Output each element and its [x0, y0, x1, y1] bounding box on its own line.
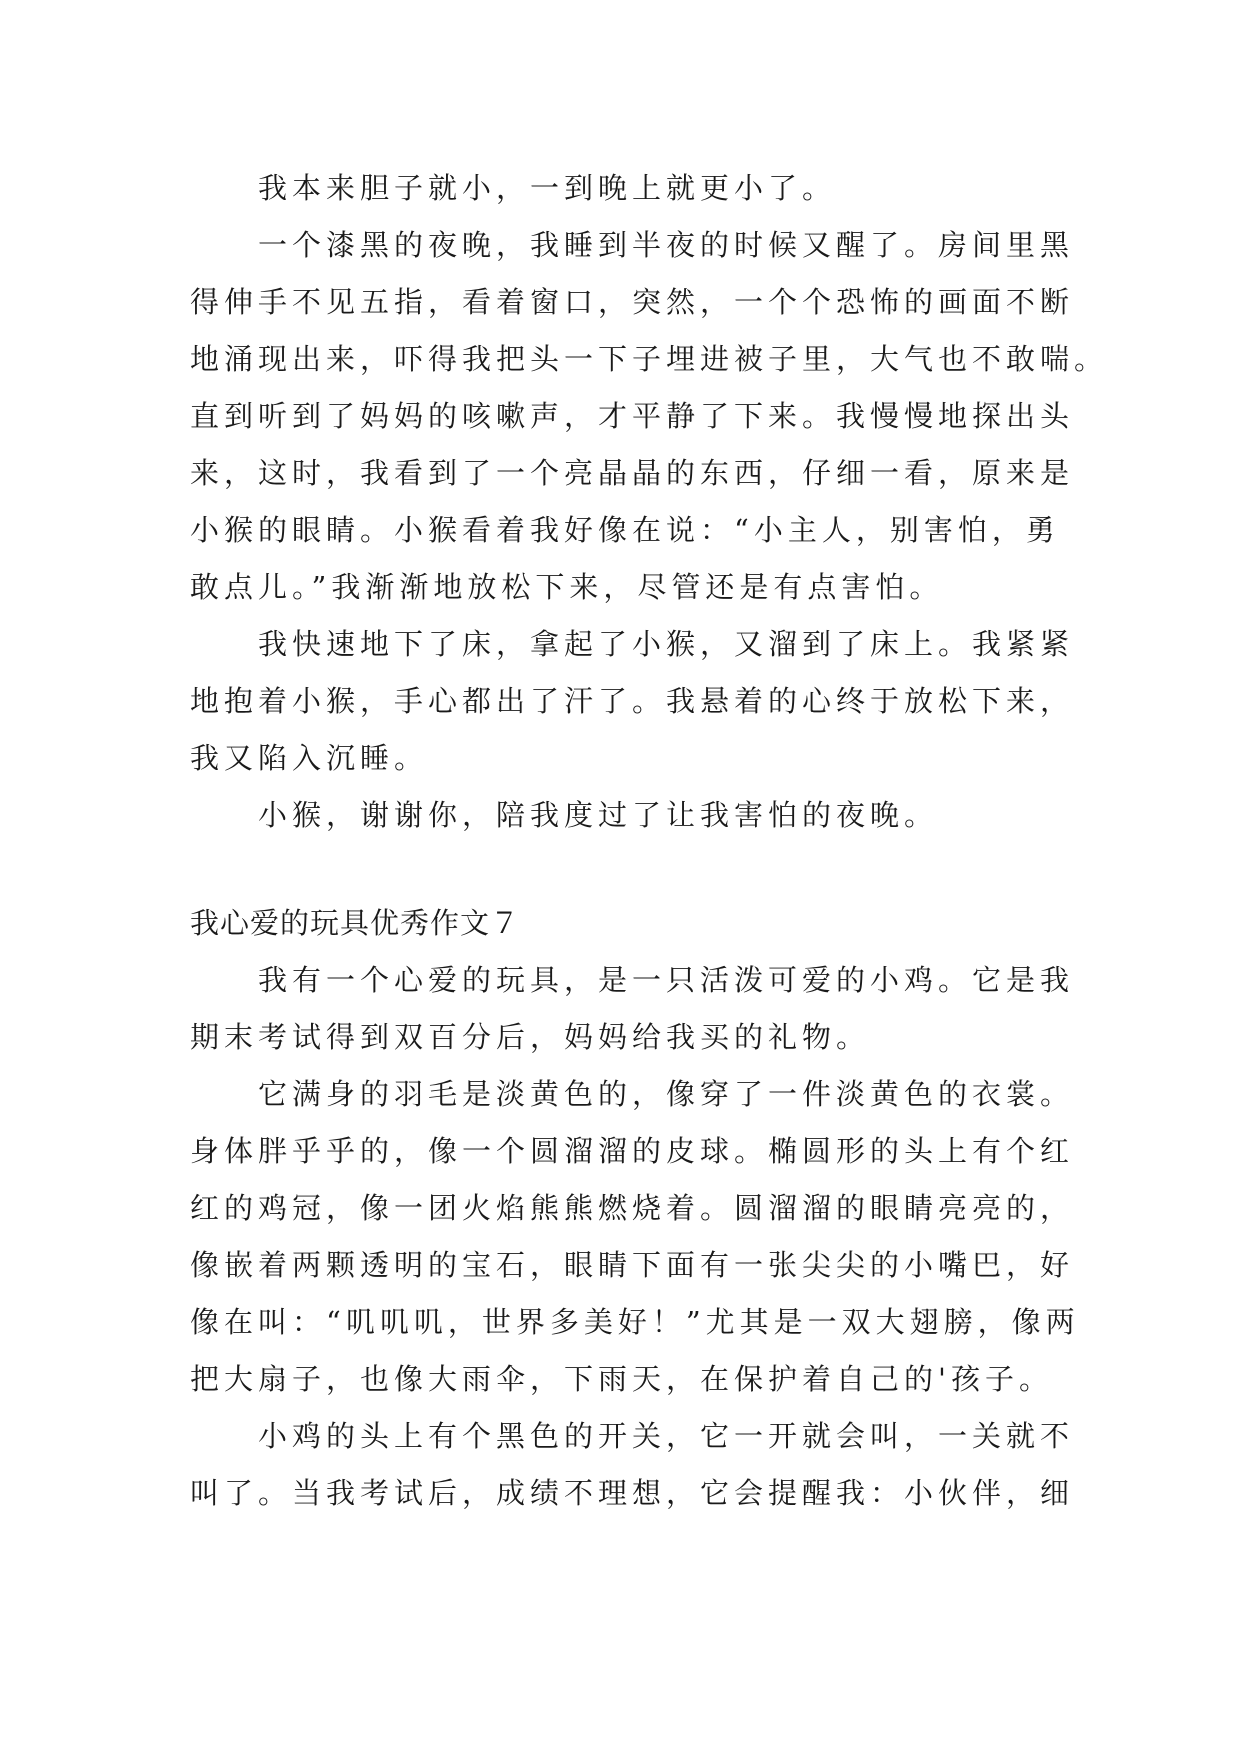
paragraph-line: 红的鸡冠，像一团火焰熊熊燃烧着。圆溜溜的眼睛亮亮的，	[190, 1191, 1075, 1225]
paragraph-line: 小猴的眼睛。小猴看着我好像在说：“小主人，别害怕，勇	[190, 513, 1060, 547]
paragraph-line: 把大扇子，也像大雨伞，下雨天，在保护着自己的'孩子。	[190, 1362, 1053, 1396]
paragraph-line: 叫了。当我考试后，成绩不理想，它会提醒我：小伙伴，细	[190, 1476, 1075, 1510]
paragraph-line: 我有一个心爱的玩具，是一只活泼可爱的小鸡。它是我	[258, 963, 1075, 997]
paragraph-line: 我本来胆子就小，一到晚上就更小了。	[258, 171, 837, 205]
essay-title: 我心爱的玩具优秀作文７	[190, 906, 521, 940]
paragraph-line: 来，这时，我看到了一个亮晶晶的东西，仔细一看，原来是	[190, 456, 1075, 490]
paragraph-line: 小猴，谢谢你，陪我度过了让我害怕的夜晚。	[258, 798, 939, 832]
paragraph-line: 我快速地下了床，拿起了小猴，又溜到了床上。我紧紧	[258, 627, 1075, 661]
paragraph-line: 直到听到了妈妈的咳嗽声，才平静了下来。我慢慢地探出头	[190, 399, 1075, 433]
paragraph-line: 它满身的羽毛是淡黄色的，像穿了一件淡黄色的衣裳。	[258, 1077, 1075, 1111]
paragraph-line: 敢点儿。”我渐渐地放松下来，尽管还是有点害怕。	[190, 570, 944, 604]
paragraph-line: 地涌现出来，吓得我把头一下子埋进被子里，大气也不敢喘。	[190, 342, 1109, 376]
paragraph-line: 得伸手不见五指，看着窗口，突然，一个个恐怖的画面不断	[190, 285, 1075, 319]
paragraph-line: 身体胖乎乎的，像一个圆溜溜的皮球。椭圆形的头上有个红	[190, 1134, 1075, 1168]
paragraph-line: 地抱着小猴，手心都出了汗了。我悬着的心终于放松下来，	[190, 684, 1075, 718]
paragraph-line: 像在叫：“叽叽叽，世界多美好！”尤其是一双大翅膀，像两	[190, 1305, 1080, 1339]
paragraph-line: 我又陷入沉睡。	[190, 741, 429, 775]
paragraph-line: 一个漆黑的夜晚，我睡到半夜的时候又醒了。房间里黑	[258, 228, 1075, 262]
paragraph-line: 期末考试得到双百分后，妈妈给我买的礼物。	[190, 1020, 871, 1054]
paragraph-line: 小鸡的头上有个黑色的开关，它一开就会叫，一关就不	[258, 1419, 1075, 1453]
paragraph-line: 像嵌着两颗透明的宝石，眼睛下面有一张尖尖的小嘴巴，好	[190, 1248, 1075, 1282]
